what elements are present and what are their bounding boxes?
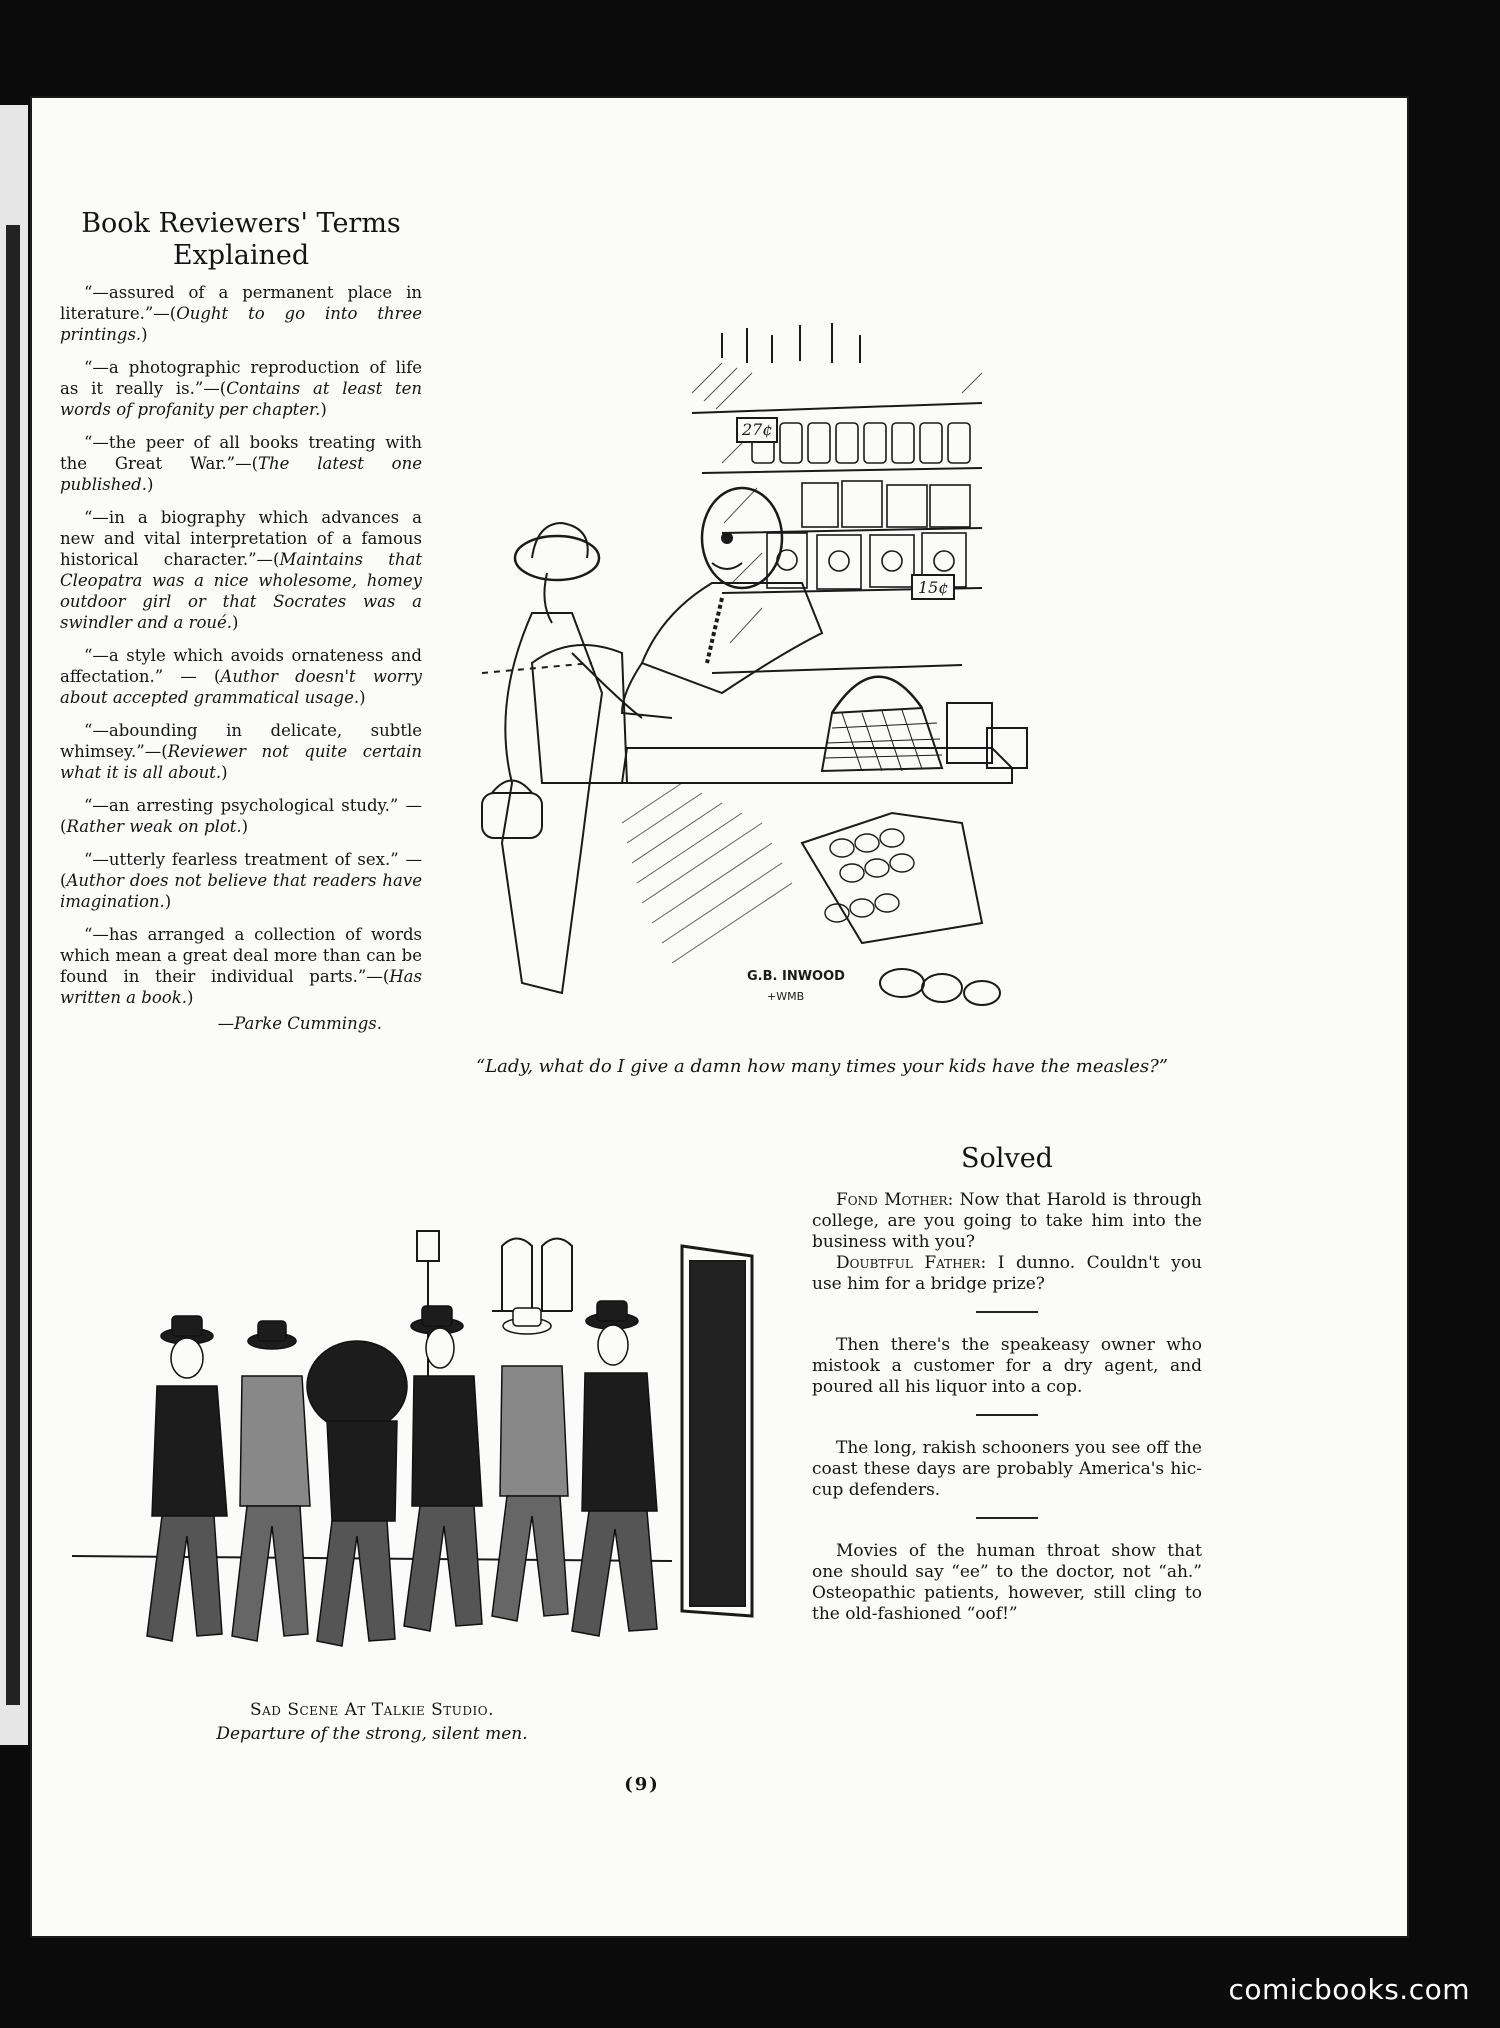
reviewer-term-close: ): [359, 688, 366, 707]
reviewer-term-gloss: Rather weak on plot.: [66, 817, 242, 836]
reviewer-term-entry: [60, 357, 422, 420]
reviewer-term-close: ): [221, 763, 228, 782]
reviewer-term-entry: [60, 849, 422, 912]
article-title: [60, 208, 422, 272]
book-reviewers-article: [60, 208, 422, 1033]
price-tag-27: 27¢: [742, 420, 773, 439]
reviewer-term-quote: “—utterly fearless treatment of sex.” —(: [60, 850, 422, 890]
reviewer-term-gloss: Author does not believe that readers have imagination.: [60, 871, 422, 911]
article-title-line2: Explained: [172, 240, 310, 271]
reviewer-term-entry: [60, 282, 422, 345]
reviewer-term-close: ): [146, 475, 154, 494]
dialog-father: [812, 1253, 1202, 1295]
article-title-line1: Book Reviewers' Terms: [81, 208, 401, 239]
bottom-caption-subtitle: Departure of the strong, silent men.: [216, 1724, 528, 1744]
reviewer-term-quote: “—assured of a permanent place in literature.”—(: [60, 283, 422, 323]
magazine-page: [32, 98, 1407, 1936]
page-number: (9): [624, 1774, 660, 1795]
reviewer-term-quote: “—has arranged a collection of words which mean a great deal more than can be found in their individual parts.”—(: [60, 925, 422, 986]
reviewer-terms-list: [60, 282, 422, 1008]
reviewer-term-quote: “—a style which avoids ornateness and affectation.” — (: [60, 646, 422, 686]
talkie-studio-cartoon: [72, 1216, 772, 1696]
father-line: I dunno. Couldn't you use him for a bridge prize?: [812, 1253, 1203, 1294]
reviewer-term-entry: [60, 720, 422, 783]
speaker-fond-mother: Fond Mother:: [836, 1190, 954, 1210]
reviewer-term-quote: “—the peer of all books treating with the Great War.”—(: [60, 433, 422, 473]
bottom-cartoon-caption: [162, 1698, 582, 1746]
reviewer-term-entry: [60, 507, 422, 633]
reviewer-term-gloss: Reviewer not quite certain what it is all about.: [60, 742, 422, 782]
joke-throat: Movies of the human throat show that one should say “ee” to the doctor, not “ah.” Osteopathic patients, however, still cling to the old-fashioned “oof!”: [812, 1541, 1202, 1624]
reviewer-term-close: ): [141, 325, 148, 344]
reviewer-term-close: ): [320, 400, 327, 419]
grocery-store-cartoon: [422, 223, 1212, 1028]
speaker-doubtful-father: Doubtful Father:: [836, 1253, 987, 1273]
joke-speakeasy: Then there's the speakeasy owner who mistook a customer for a dry agent, and poured all his liquor into a cop.: [812, 1335, 1202, 1397]
bottom-caption-title: Sad Scene At Talkie Studio.: [250, 1700, 494, 1720]
reviewer-term-close: ): [164, 892, 172, 911]
reviewer-term-gloss: Ought to go into three printings.: [60, 304, 422, 344]
reviewer-term-close: ): [186, 988, 194, 1007]
reviewer-term-quote: “—an arresting psychological study.” —(: [60, 796, 422, 836]
solved-article: [812, 1143, 1202, 1625]
reviewer-term-quote: “—in a biography which advances a new and vital interpretation of a famous historical character.”—(: [60, 508, 422, 569]
reviewer-term-quote: “—abounding in delicate, subtle whimsey.”—(: [60, 721, 422, 761]
divider-rule: [976, 1414, 1038, 1416]
price-tag-15: 15¢: [918, 578, 949, 597]
dialog-mother: [812, 1190, 1202, 1253]
reviewer-term-close: ): [241, 817, 249, 836]
reviewer-term-gloss: Maintains that Cleopatra was a nice wholesome, homey outdoor girl or that Socrates was a swindler and a roué.: [60, 550, 422, 632]
top-cartoon-caption: “Lady, what do I give a damn how many times your kids have the measles?”: [476, 1056, 1168, 1077]
solved-title: Solved: [961, 1143, 1053, 1174]
reviewer-term-gloss: Contains at least ten words of profanity per chapter.: [60, 379, 422, 419]
mother-line: Now that Harold is through college, are you going to take him into the business with you?: [812, 1190, 1202, 1252]
watermark: comicbooks.com: [1228, 1973, 1470, 2006]
reviewer-term-entry: [60, 795, 422, 837]
joke-schooners: The long, rakish schooners you see off the coast these days are probably America's hic-cup defenders.: [812, 1438, 1202, 1500]
byline: —Parke Cummings.: [217, 1014, 382, 1033]
cartoon-signature-2: +WMB: [767, 990, 805, 1003]
reviewer-term-quote: “—a photographic reproduction of life as it really is.”—(: [60, 358, 422, 398]
divider-rule: [976, 1311, 1038, 1313]
divider-rule: [976, 1517, 1038, 1519]
reviewer-term-entry: [60, 432, 422, 495]
reviewer-term-entry: [60, 645, 422, 708]
reviewer-term-gloss: Author doesn't worry about accepted grammatical usage.: [60, 667, 422, 707]
adjacent-page-strip: [6, 225, 20, 1705]
reviewer-term-entry: [60, 924, 422, 1008]
cartoon-signature: G.B. INWOOD: [747, 969, 845, 984]
adjacent-page-edge: [0, 105, 28, 1745]
reviewer-term-gloss: The latest one published.: [60, 454, 422, 494]
reviewer-term-gloss: Has written a book.: [60, 967, 422, 1007]
reviewer-term-close: ): [232, 613, 239, 632]
